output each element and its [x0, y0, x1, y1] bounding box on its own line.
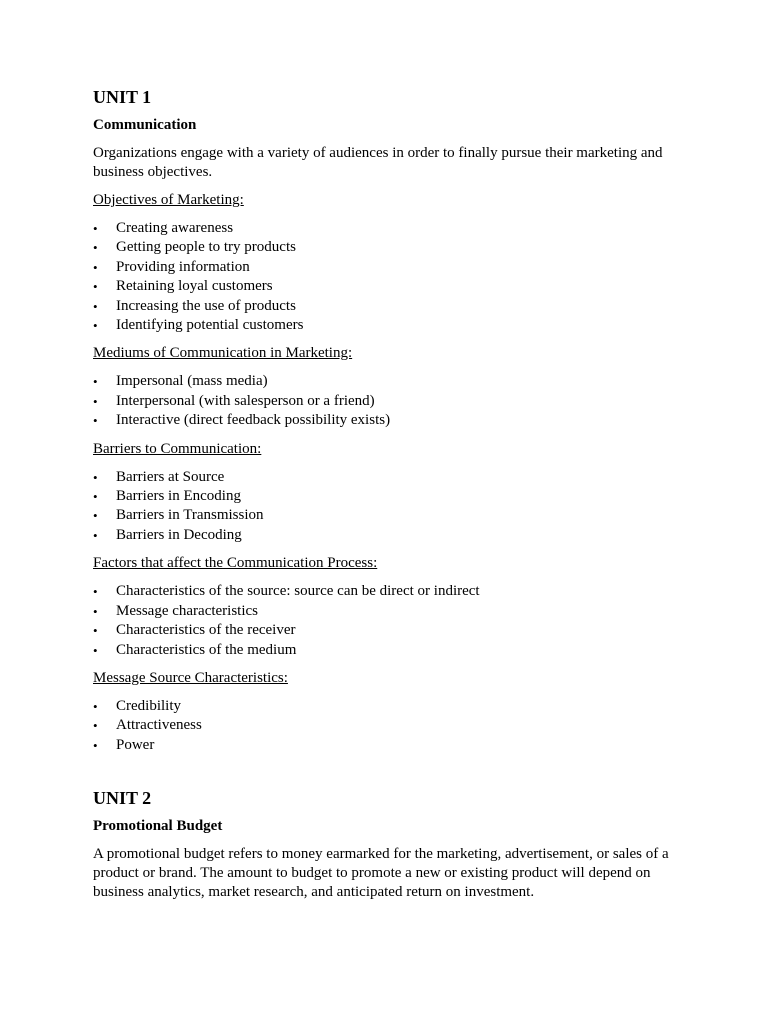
list-item-text: Creating awareness — [116, 220, 234, 236]
list-item — [93, 411, 678, 430]
bullet-icon: • — [93, 413, 98, 429]
list-item — [93, 736, 678, 755]
bullet-icon: • — [93, 603, 98, 619]
list-item-text: Increasing the use of products — [116, 297, 296, 314]
bullet-list — [93, 372, 678, 430]
list-item-text: Barriers in Decoding — [116, 526, 242, 543]
list-item-text: Retaining loyal customers — [116, 278, 273, 295]
promotional-budget-intro: A promotional budget refers to money earmarked for the marketing, advertisement, or sales of a product or brand. The amount to budget to promote a new or existing product will depend on business analytics, market research, and anticipated return on investment. — [93, 846, 669, 901]
bullet-icon: • — [93, 318, 98, 334]
list-item — [93, 238, 678, 257]
list-item — [93, 716, 678, 735]
list-item — [93, 582, 678, 601]
list-item-text: Barriers at Source — [116, 468, 225, 485]
bullet-list — [93, 468, 678, 546]
bullet-icon: • — [93, 469, 98, 485]
group-heading: Message Source Characteristics: — [93, 669, 288, 686]
list-item-text: Message characteristics — [116, 602, 259, 619]
unit-2-title: UNIT 2 — [93, 788, 152, 809]
unit-1-groups — [93, 191, 678, 755]
group-heading: Barriers to Communication: — [93, 440, 262, 457]
unit-1-title: UNIT 1 — [93, 87, 152, 107]
bullet-icon: • — [93, 584, 98, 600]
list-item — [93, 392, 678, 411]
bullet-icon: • — [93, 527, 98, 543]
list-item — [93, 697, 678, 716]
bullet-list — [93, 582, 678, 660]
bullet-list — [93, 697, 678, 755]
bullet-icon: • — [93, 642, 98, 658]
list-item-text: Characteristics of the source: source can be direct or indirect — [116, 583, 480, 600]
list-item — [93, 602, 678, 621]
bullet-icon: • — [93, 508, 98, 524]
bullet-icon: • — [93, 393, 98, 409]
list-item-text: Interactive (direct feedback possibility exists) — [116, 412, 391, 429]
group-heading: Factors that affect the Communication Process: — [93, 555, 378, 572]
bullet-icon: • — [93, 718, 98, 734]
bullet-icon: • — [93, 737, 98, 753]
list-item-text: Interpersonal (with salesperson or a friend) — [116, 392, 375, 409]
list-item-text: Attractiveness — [116, 717, 202, 734]
group-heading: Objectives of Marketing: — [93, 192, 244, 208]
bullet-icon: • — [93, 489, 98, 505]
list-item — [93, 487, 678, 506]
list-item — [93, 641, 678, 660]
list-item-text: Characteristics of the medium — [116, 641, 297, 658]
list-item — [93, 219, 678, 238]
list-item-text: Barriers in Encoding — [116, 488, 241, 505]
list-item — [93, 506, 678, 525]
list-item — [93, 316, 678, 335]
list-item — [93, 258, 678, 277]
list-item — [93, 277, 678, 296]
communication-heading: Communication — [93, 117, 197, 133]
bullet-icon: • — [93, 221, 98, 236]
bullet-icon: • — [93, 374, 98, 390]
bullet-icon: • — [93, 259, 98, 275]
list-item — [93, 372, 678, 391]
group-heading: Mediums of Communication in Marketing: — [93, 345, 353, 362]
bullet-icon: • — [93, 623, 98, 639]
list-item — [93, 621, 678, 640]
bullet-icon: • — [93, 298, 98, 314]
bullet-list — [93, 219, 678, 335]
list-item-text: Barriers in Transmission — [116, 507, 264, 524]
bullet-icon: • — [93, 240, 98, 256]
list-item — [93, 297, 678, 316]
list-item-text: Impersonal (mass media) — [116, 373, 268, 390]
communication-intro: Organizations engage with a variety of audiences in order to finally pursue their marketing and business objectives. — [93, 145, 663, 180]
list-item-text: Identifying potential customers — [116, 317, 304, 334]
list-item-text: Credibility — [116, 697, 181, 714]
bullet-icon: • — [93, 279, 98, 295]
list-item-text: Power — [116, 736, 155, 753]
list-item-text: Characteristics of the receiver — [116, 622, 296, 639]
list-item-text: Getting people to try products — [116, 239, 296, 256]
list-item-text: Providing information — [116, 258, 250, 275]
list-item — [93, 526, 678, 545]
bullet-icon: • — [93, 698, 98, 714]
promotional-budget-heading: Promotional Budget — [93, 818, 223, 835]
list-item — [93, 468, 678, 487]
